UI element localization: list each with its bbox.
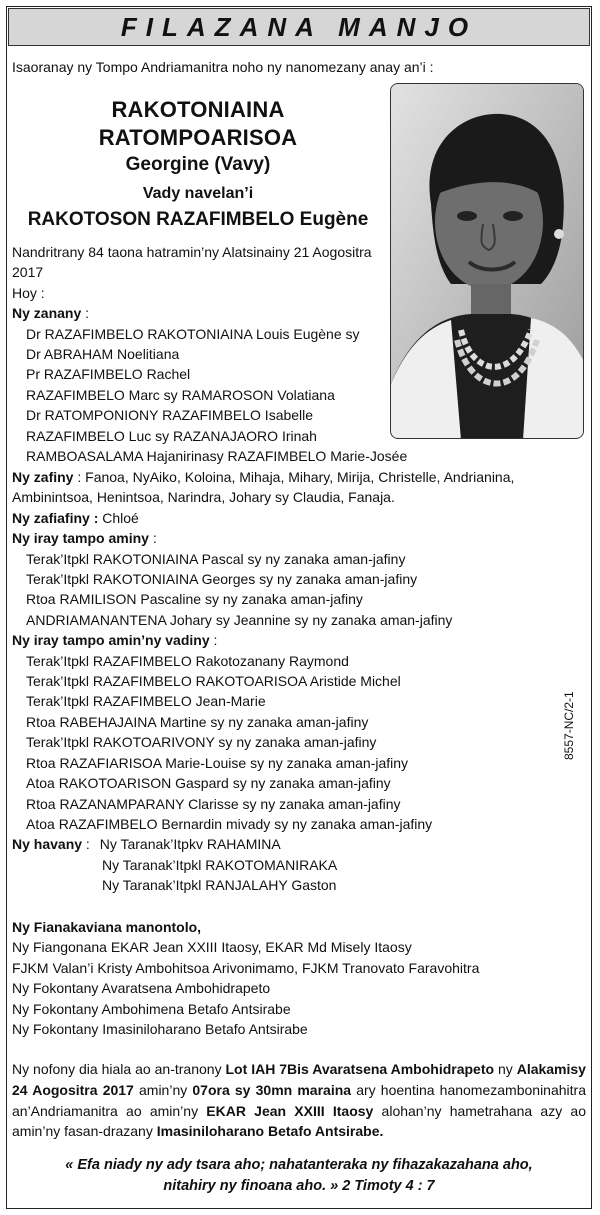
funeral-date: Alakamisy 24 Aogositra 2017: [12, 1061, 586, 1098]
iray-tampo-vadiny-label: Ny iray tampo amin’ny vadiny: [12, 632, 210, 649]
deceased-names: [10, 96, 386, 234]
funeral-details: [12, 1059, 586, 1142]
funeral-text-1: Ny nofony dia hiala ao an-tranony: [12, 1061, 226, 1077]
fianakaviana-item: Ny Fiangonana EKAR Jean XXIII Itaosy, EKAR Md Misely Itaosy: [12, 939, 412, 956]
funeral-text-2: ny: [494, 1061, 517, 1077]
iray-tampo-vadiny-item: Atoa RAZAFIMBELO Bernardin mivady sy ny zanaka aman-jafiny: [26, 815, 433, 832]
iray-tampo-aminy-heading: [12, 528, 586, 548]
iray-tampo-aminy-label: Ny iray tampo aminy: [12, 530, 149, 547]
deceased-name-line2: Georgine (Vavy): [125, 154, 271, 175]
havany-first: Ny Taranak’Itpkv RAHAMINA: [95, 836, 281, 853]
notice-header: [8, 8, 590, 46]
zanany-item: Dr RAZAFIMBELO RAKOTONIAINA Louis Eugène sy: [26, 325, 360, 342]
iray-tampo-aminy-colon: :: [148, 530, 157, 547]
header-title: FILAZANA MANJO: [120, 11, 478, 42]
zafiafiny-value: Chloé: [98, 509, 139, 526]
funeral-church: EKAR Jean XXIII Itaosy: [206, 1102, 374, 1119]
zafiny-line1: [12, 467, 586, 487]
funeral-address: Lot IAH 7Bis Avaratsena Ambohidrapeto: [225, 1061, 495, 1077]
havany-item: Ny Taranak’Itpkl RANJALAHY Gaston: [102, 877, 337, 894]
iray-tampo-vadiny-item: Rtoa RAZANAMPARANY Clarisse sy ny zanaka aman-jafiny: [26, 795, 401, 812]
iray-tampo-vadiny-item: Rtoa RABEHAJAINA Martine sy ny zanaka aman-jafiny: [26, 713, 369, 730]
iray-tampo-vadiny-item: Atoa RAKOTOARISON Gaspard sy ny zanaka aman-jafiny: [26, 775, 391, 792]
funeral-text-3: amin’ny: [133, 1081, 193, 1098]
spouse-name: RAKOTOSON RAZAFIMBELO Eugène: [27, 209, 369, 230]
intro-text: Isaoranay ny Tompo Andriamanitra noho ny nanomezany anay an’i :: [12, 59, 434, 75]
fianakaviana-label: Ny Fianakaviana manontolo,: [12, 919, 202, 935]
death-notice-line1: Nandritrany 84 taona hatramin’ny Alatsinainy 21 Aogositra: [12, 244, 372, 260]
fianakaviana-item: Ny Fokontany Imasiniloharano Betafo Antsirabe: [12, 1021, 308, 1038]
zanany-colon: :: [81, 305, 90, 322]
zanany-item: RAZAFIMBELO Luc sy RAZANAJAORO Irinah: [26, 427, 317, 444]
havany-label: Ny havany: [12, 836, 83, 853]
iray-tampo-vadiny-heading: [12, 630, 586, 650]
zanany-item: Pr RAZAFIMBELO Rachel: [26, 366, 191, 383]
spouse-label: Vady navelan’i: [142, 185, 254, 202]
zafiafiny-label: Ny zafiafiny :: [12, 509, 99, 526]
zafiny-label: Ny zafiny: [12, 469, 74, 485]
deceased-name-line1: RAKOTONIAINA RATOMPOARISOA: [98, 97, 298, 150]
zafiny-line2: Ambinintsoa, Henintsoa, Narindra, Johary sy Claudia, Fanaja.: [12, 489, 395, 506]
death-notice: [12, 242, 586, 466]
zanany-item: RAMBOASALAMA Hajanirinasy RAZAFIMBELO Marie-Josée: [26, 448, 408, 465]
zanany-heading: [12, 303, 586, 323]
iray-tampo-aminy-item: Terak’Itpkl RAKOTONIAINA Pascal sy ny zanaka aman-jafiny: [26, 550, 406, 567]
quote-line2: nitahiry ny finoana aho. » 2 Timoty 4 : 7: [163, 1178, 435, 1194]
funeral-text-5: alohan’ny hametrahana azy ao amin’ny fasan-drazany: [12, 1102, 586, 1140]
havany-colon: :: [82, 836, 90, 853]
iray-tampo-vadiny-item: Terak’Itpkl RAZAFIMBELO Rakotozanany Raymond: [26, 652, 349, 669]
zafiny-names: : Fanoa, NyAiko, Koloina, Mihaja, Mihary, Mirija, Christelle, Andrianina,: [73, 469, 515, 485]
zanany-item: RAZAFIMBELO Marc sy RAMAROSON Volatiana: [26, 386, 335, 403]
iray-tampo-aminy-item: Terak’Itpkl RAKOTONIAINA Georges sy ny zanaka aman-jafiny: [26, 571, 418, 588]
havany-item: Ny Taranak’Itpkl RAKOTOMANIRAKA: [102, 856, 338, 873]
havany-heading: [12, 834, 586, 854]
zanany-item: Dr ABRAHAM Noelitiana: [26, 346, 180, 363]
funeral-text-4: ary hoentina hanomezamboninahitra an’Andriamanitra ao amin’ny: [12, 1081, 586, 1119]
funeral-time: 07ora sy 30mn maraina: [192, 1081, 352, 1098]
hoy-label: Hoy :: [12, 284, 45, 301]
iray-tampo-vadiny-item: Terak’Itpkl RAZAFIMBELO RAKOTOARISOA Aristide Michel: [26, 673, 401, 690]
reference-code: 8557-NC/2-1: [562, 691, 576, 760]
fianakaviana-item: Ny Fokontany Ambohimena Betafo Antsirabe: [12, 1000, 291, 1017]
iray-tampo-aminy-item: ANDRIAMANANTENA Johary sy Jeannine sy ny zanaka aman-jafiny: [26, 611, 453, 628]
iray-tampo-vadiny-item: Rtoa RAZAFIARISOA Marie-Louise sy ny zanaka aman-jafiny: [26, 754, 409, 771]
quote-line1: « Efa niady ny ady tsara aho; nahatanteraka ny fihazakazahana aho,: [65, 1157, 533, 1173]
iray-tampo-vadiny-item: Terak’Itpkl RAKOTOARIVONY sy ny zanaka aman-jafiny: [26, 734, 377, 751]
zanany-item: Dr RATOMPONIONY RAZAFIMBELO Isabelle: [26, 407, 314, 424]
fianakaviana-item: Ny Fokontany Avaratsena Ambohidrapeto: [12, 980, 271, 997]
iray-tampo-aminy-item: Rtoa RAMILISON Pascaline sy ny zanaka aman-jafiny: [26, 591, 363, 608]
iray-tampo-vadiny-item: Terak’Itpkl RAZAFIMBELO Jean-Marie: [26, 693, 266, 710]
family-lists: [12, 467, 586, 896]
fianakaviana-section: [12, 917, 586, 1039]
funeral-burial-place: Imasiniloharano Betafo Antsirabe.: [156, 1123, 384, 1140]
fianakaviana-heading: [12, 917, 586, 937]
bible-quote: [12, 1155, 586, 1197]
zafiafiny-line: [12, 508, 586, 528]
zanany-label: Ny zanany: [12, 305, 82, 322]
fianakaviana-item: FJKM Valan’i Kristy Ambohitsoa Arivonimamo, FJKM Tranovato Faravohitra: [12, 959, 480, 976]
iray-tampo-vadiny-colon: :: [209, 632, 218, 649]
death-notice-line2: 2017: [12, 264, 44, 281]
